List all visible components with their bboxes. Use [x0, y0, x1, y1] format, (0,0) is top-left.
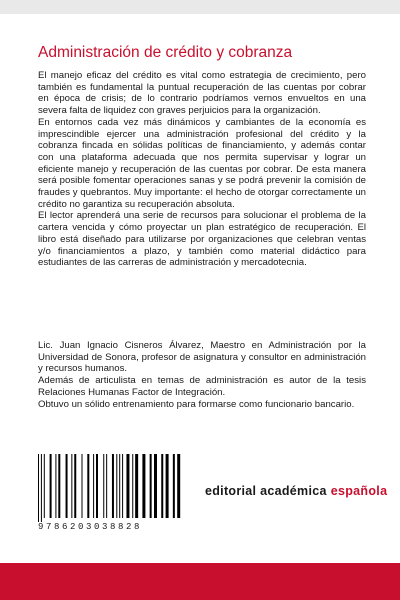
barcode-bar — [50, 454, 52, 518]
isbn-barcode — [34, 452, 184, 536]
book-title: Administración de crédito y cobranza — [38, 44, 293, 61]
description-paragraph: El lector aprenderá una serie de recursos para solucionar el problema de la cartera vencida y cómo proyectar un plan estratégico de recuperación. El libro está diseñado para utilizarse por organizaciones que celebran ventas y/o financiamientos a plazo, y también como material didáctico para estudiantes de las carreras de administración y mercadotecnia. — [38, 210, 366, 269]
barcode-bar — [74, 454, 76, 518]
barcode-bar — [142, 454, 145, 518]
barcode-bar — [154, 454, 157, 518]
barcode-bar — [87, 454, 89, 518]
top-band — [0, 0, 400, 14]
barcode-bar — [55, 454, 56, 518]
description-paragraph: En entornos cada vez más dinámicos y cambiantes de la economía es imprescindible ejercer una administración profesional del crédito y la cobranza fincada en sólidas políticas de financiamiento, y además contar con una plataforma adecuada que nos permita supervisar y lograr un eficiente manejo y recuperación de las cuentas por cobrar. De esta manera será posible fomentar operaciones sanas y se podrá prevenir la comisión de fraudes y quebrantos. Muy importante: el hecho de otorgar correctamente un crédito no garantiza su recuperación absoluta. — [38, 116, 366, 210]
barcode-bar — [177, 454, 180, 518]
barcode-bar — [132, 454, 133, 518]
bio-paragraph: Lic. Juan Ignacio Cisneros Álvarez, Maestro en Administración por la Universidad de Sonora, profesor de asignatura y consultor en administración y recursos humanos. — [38, 340, 366, 375]
author-bio — [38, 340, 366, 410]
barcode-bar — [58, 454, 60, 518]
barcode-bar — [173, 454, 175, 518]
barcode-bar — [161, 454, 163, 518]
barcode-bar — [119, 454, 120, 518]
barcode-bar — [122, 454, 123, 518]
barcode-bar — [150, 454, 152, 518]
bio-paragraph: Obtuvo un sólido entrenamiento para formarse como funcionario bancario. — [38, 398, 355, 410]
barcode-bar — [66, 454, 68, 518]
barcode-bar — [112, 454, 114, 518]
barcode-bar — [96, 454, 98, 518]
barcode-bars — [34, 452, 184, 522]
barcode-bar — [41, 454, 42, 522]
isbn-number: 9786203038828 — [38, 522, 143, 532]
barcode-bar — [38, 454, 39, 522]
barcode-bar — [82, 454, 83, 518]
barcode-bar — [106, 454, 107, 518]
book-description — [38, 70, 366, 269]
barcode-bar — [126, 454, 129, 518]
bottom-band — [0, 563, 400, 600]
barcode-bar — [116, 454, 117, 518]
barcode-bar — [71, 454, 72, 518]
barcode-bar — [103, 454, 104, 518]
description-paragraph: El manejo eficaz del crédito es vital como estrategia de crecimiento, pero también es fundamental la puntual recuperación de las cuentas por cobrar en época de crisis; de lo contrario podríamos vernos envueltos en una severa falta de liquidez con graves perjuicios para la organización. — [38, 70, 366, 117]
publisher-accent: española — [330, 484, 388, 498]
barcode-bar — [135, 454, 138, 518]
bio-paragraph: Además de articulista en temas de administración es autor de la tesis Relaciones Humanas Factor de Integración. — [38, 375, 366, 398]
barcode-bar — [44, 454, 45, 518]
barcode-bar — [93, 454, 94, 518]
barcode-bar — [166, 454, 169, 518]
publisher-logo — [205, 484, 387, 498]
publisher-name: editorial académica — [205, 484, 327, 498]
